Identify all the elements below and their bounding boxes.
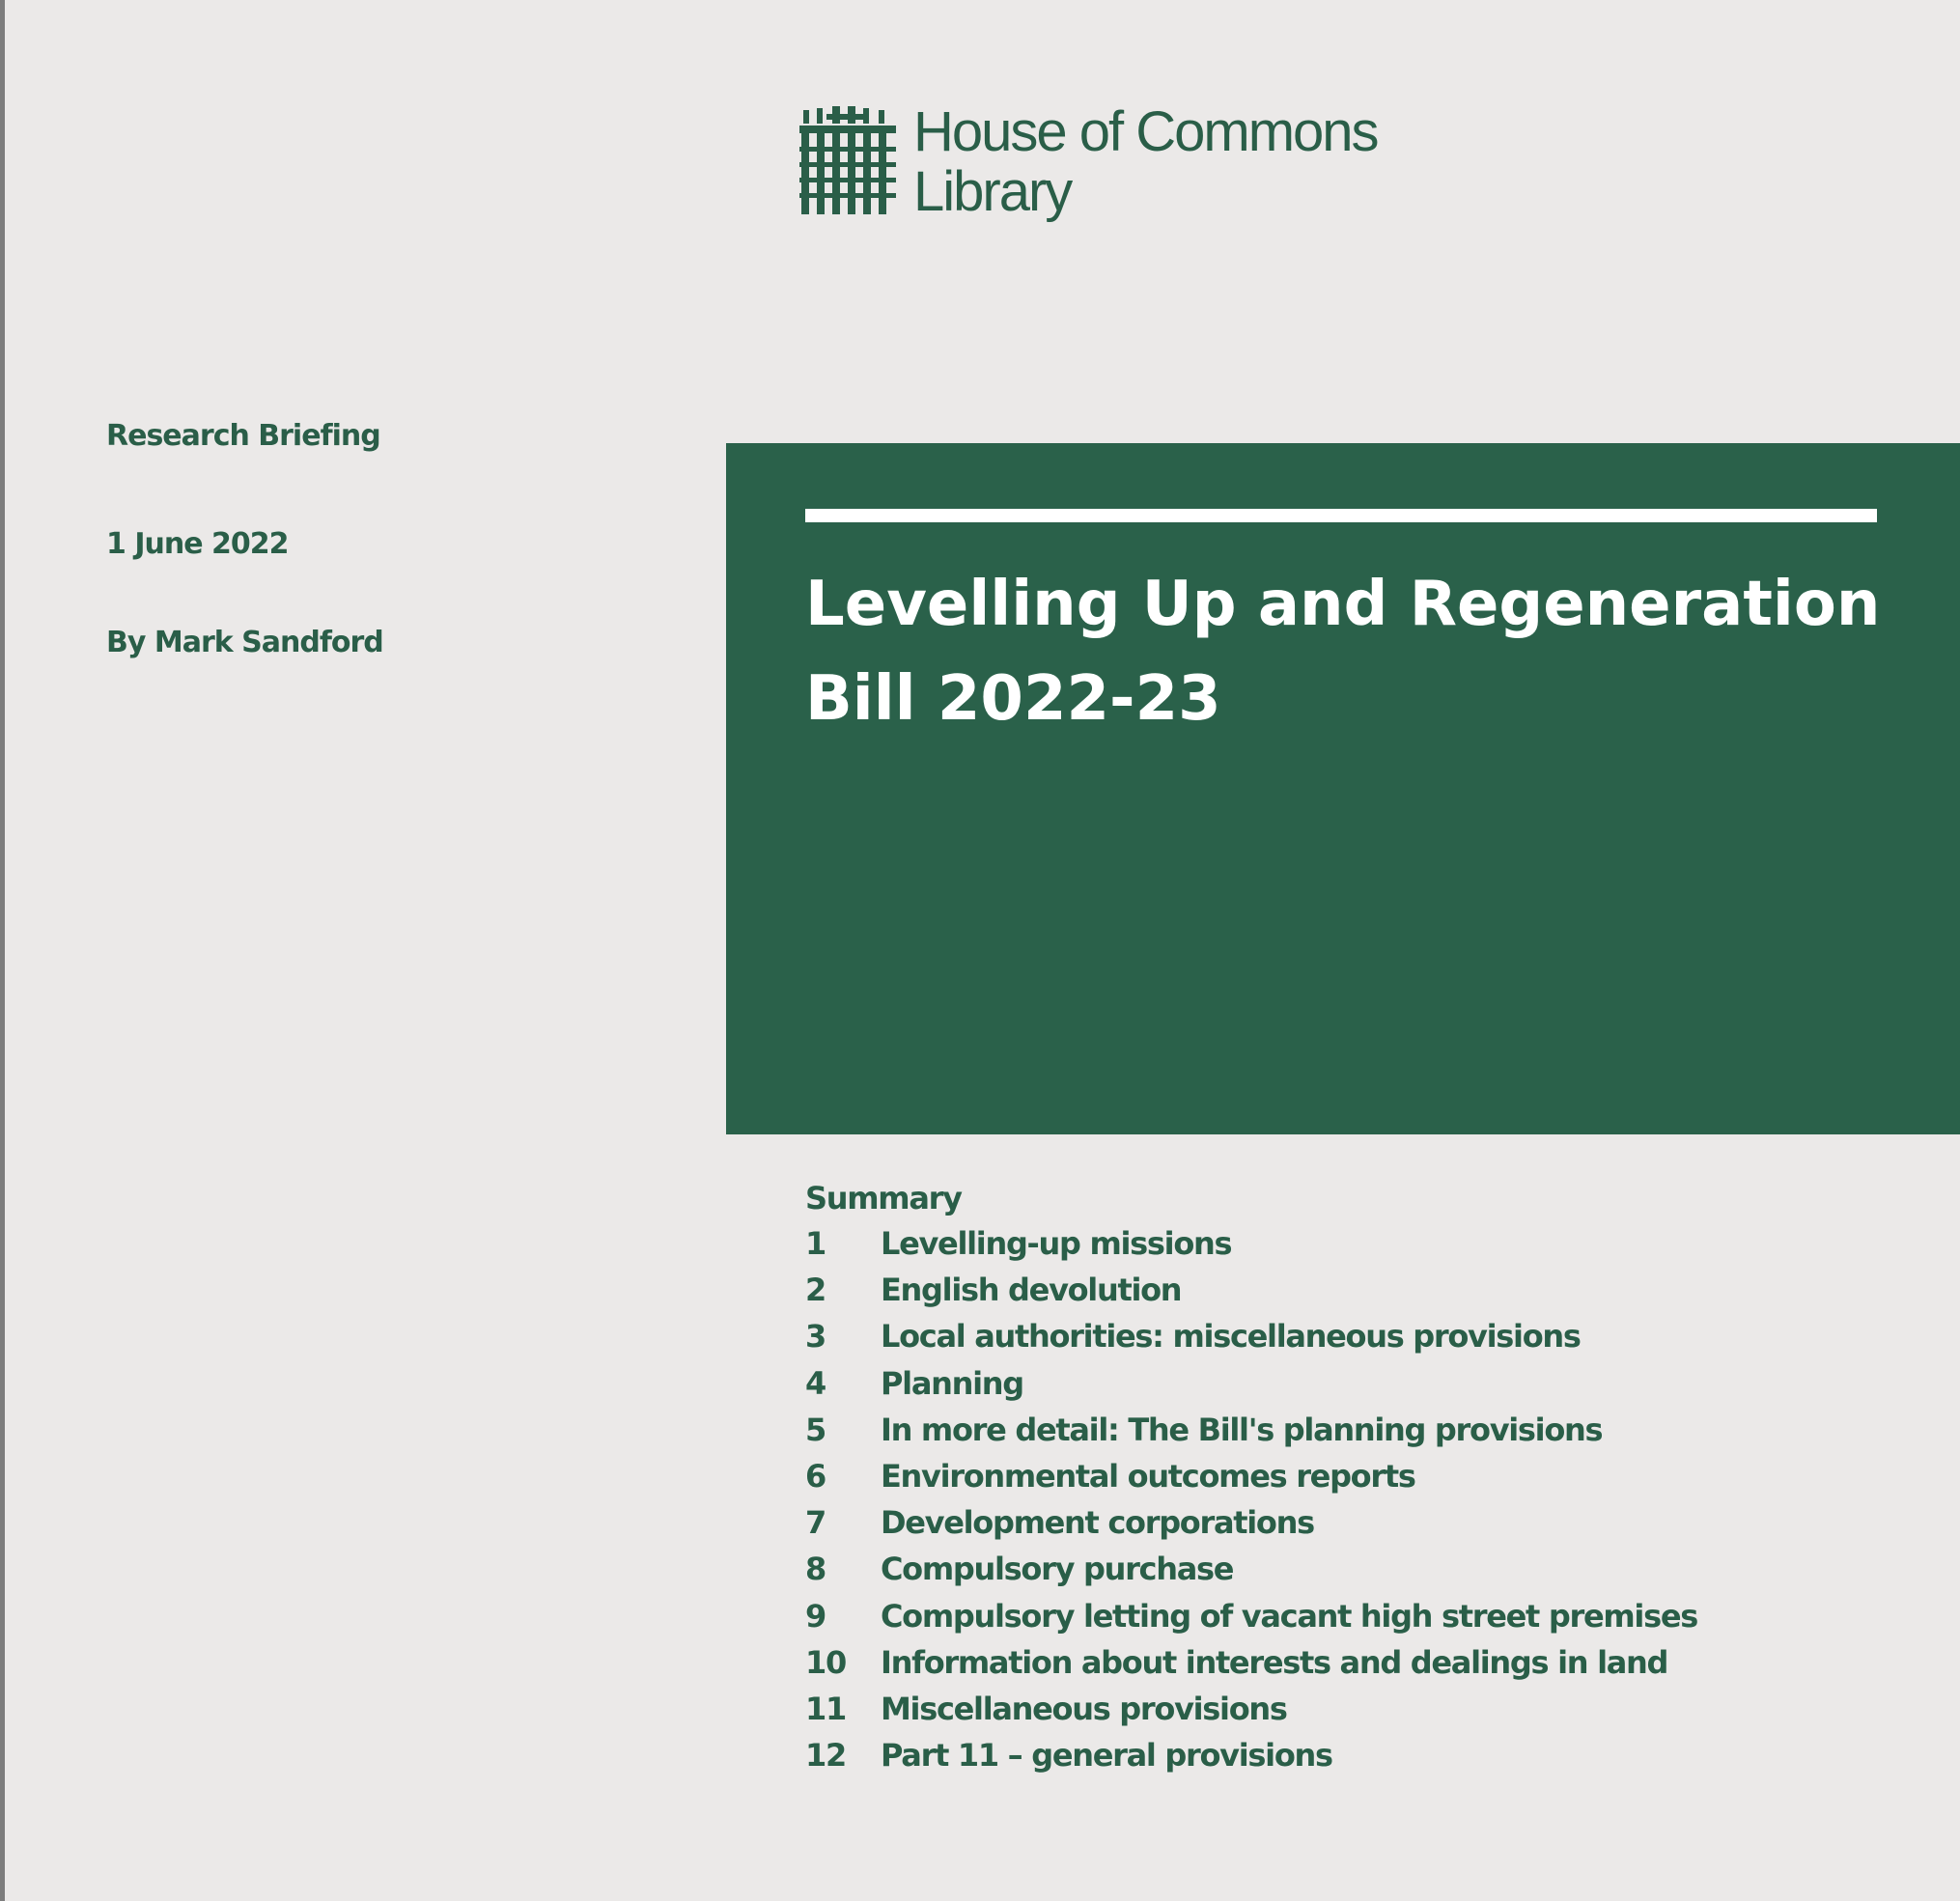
contents-item-label: Development corporations (881, 1504, 1314, 1542)
contents-item-label: Part 11 – general provisions (881, 1737, 1332, 1775)
contents-item-number: 6 (805, 1457, 826, 1495)
contents-item[interactable] (805, 1360, 1867, 1407)
contents-item-number: 5 (805, 1411, 826, 1448)
briefing-type: Research Briefing (106, 419, 380, 453)
page-edge (0, 0, 5, 1901)
contents-item-label: Planning (881, 1364, 1023, 1402)
contents-item-label: In more detail: The Bill's planning provisions (881, 1411, 1603, 1448)
contents-item-number: 12 (805, 1737, 846, 1775)
table-of-contents (805, 1176, 1867, 1778)
contents-item-label: Information about interests and dealings in land (881, 1643, 1668, 1681)
briefing-date: 1 June 2022 (106, 527, 289, 561)
contents-item-label: Environmental outcomes reports (881, 1457, 1415, 1495)
contents-item-number: 11 (805, 1690, 846, 1727)
contents-item[interactable] (805, 1732, 1867, 1778)
title-rule (805, 509, 1877, 522)
contents-item-label: English devolution (881, 1272, 1182, 1309)
contents-item-number: 9 (805, 1597, 826, 1635)
contents-item[interactable] (805, 1639, 1867, 1686)
contents-list (805, 1220, 1867, 1778)
document-title: Levelling Up and Regeneration Bill 2022-23 (805, 569, 1881, 735)
contents-item[interactable] (805, 1267, 1867, 1313)
contents-item-number: 2 (805, 1272, 826, 1309)
contents-item-label: Compulsory purchase (881, 1551, 1234, 1588)
contents-item[interactable] (805, 1593, 1867, 1639)
contents-item-label: Local authorities: miscellaneous provisions (881, 1318, 1581, 1356)
contents-item-number: 4 (805, 1364, 826, 1402)
briefing-author: By Mark Sandford (106, 626, 383, 659)
contents-item-label: Levelling-up missions (881, 1225, 1232, 1262)
contents-item-number: 1 (805, 1225, 826, 1262)
contents-heading[interactable]: Summary (805, 1180, 962, 1216)
contents-item-number: 7 (805, 1504, 826, 1542)
contents-item-number: 10 (805, 1643, 846, 1681)
contents-item[interactable] (805, 1499, 1867, 1546)
portcullis-icon (799, 106, 896, 214)
house-of-commons-library-logo (799, 100, 1417, 232)
contents-item[interactable] (805, 1546, 1867, 1592)
contents-item-label: Miscellaneous provisions (881, 1690, 1287, 1727)
contents-item[interactable] (805, 1220, 1867, 1267)
contents-item[interactable] (805, 1407, 1867, 1453)
logo-line-1: House of Commons (913, 100, 1378, 163)
title-panel (726, 443, 1960, 1134)
contents-item[interactable] (805, 1313, 1867, 1359)
contents-item[interactable] (805, 1453, 1867, 1499)
contents-item-number: 8 (805, 1551, 826, 1588)
logo-line-2: Library (913, 160, 1072, 223)
contents-item[interactable] (805, 1686, 1867, 1732)
contents-item-label: Compulsory letting of vacant high street premises (881, 1597, 1697, 1635)
logo-wordmark (913, 102, 1378, 222)
contents-item-number: 3 (805, 1318, 826, 1356)
